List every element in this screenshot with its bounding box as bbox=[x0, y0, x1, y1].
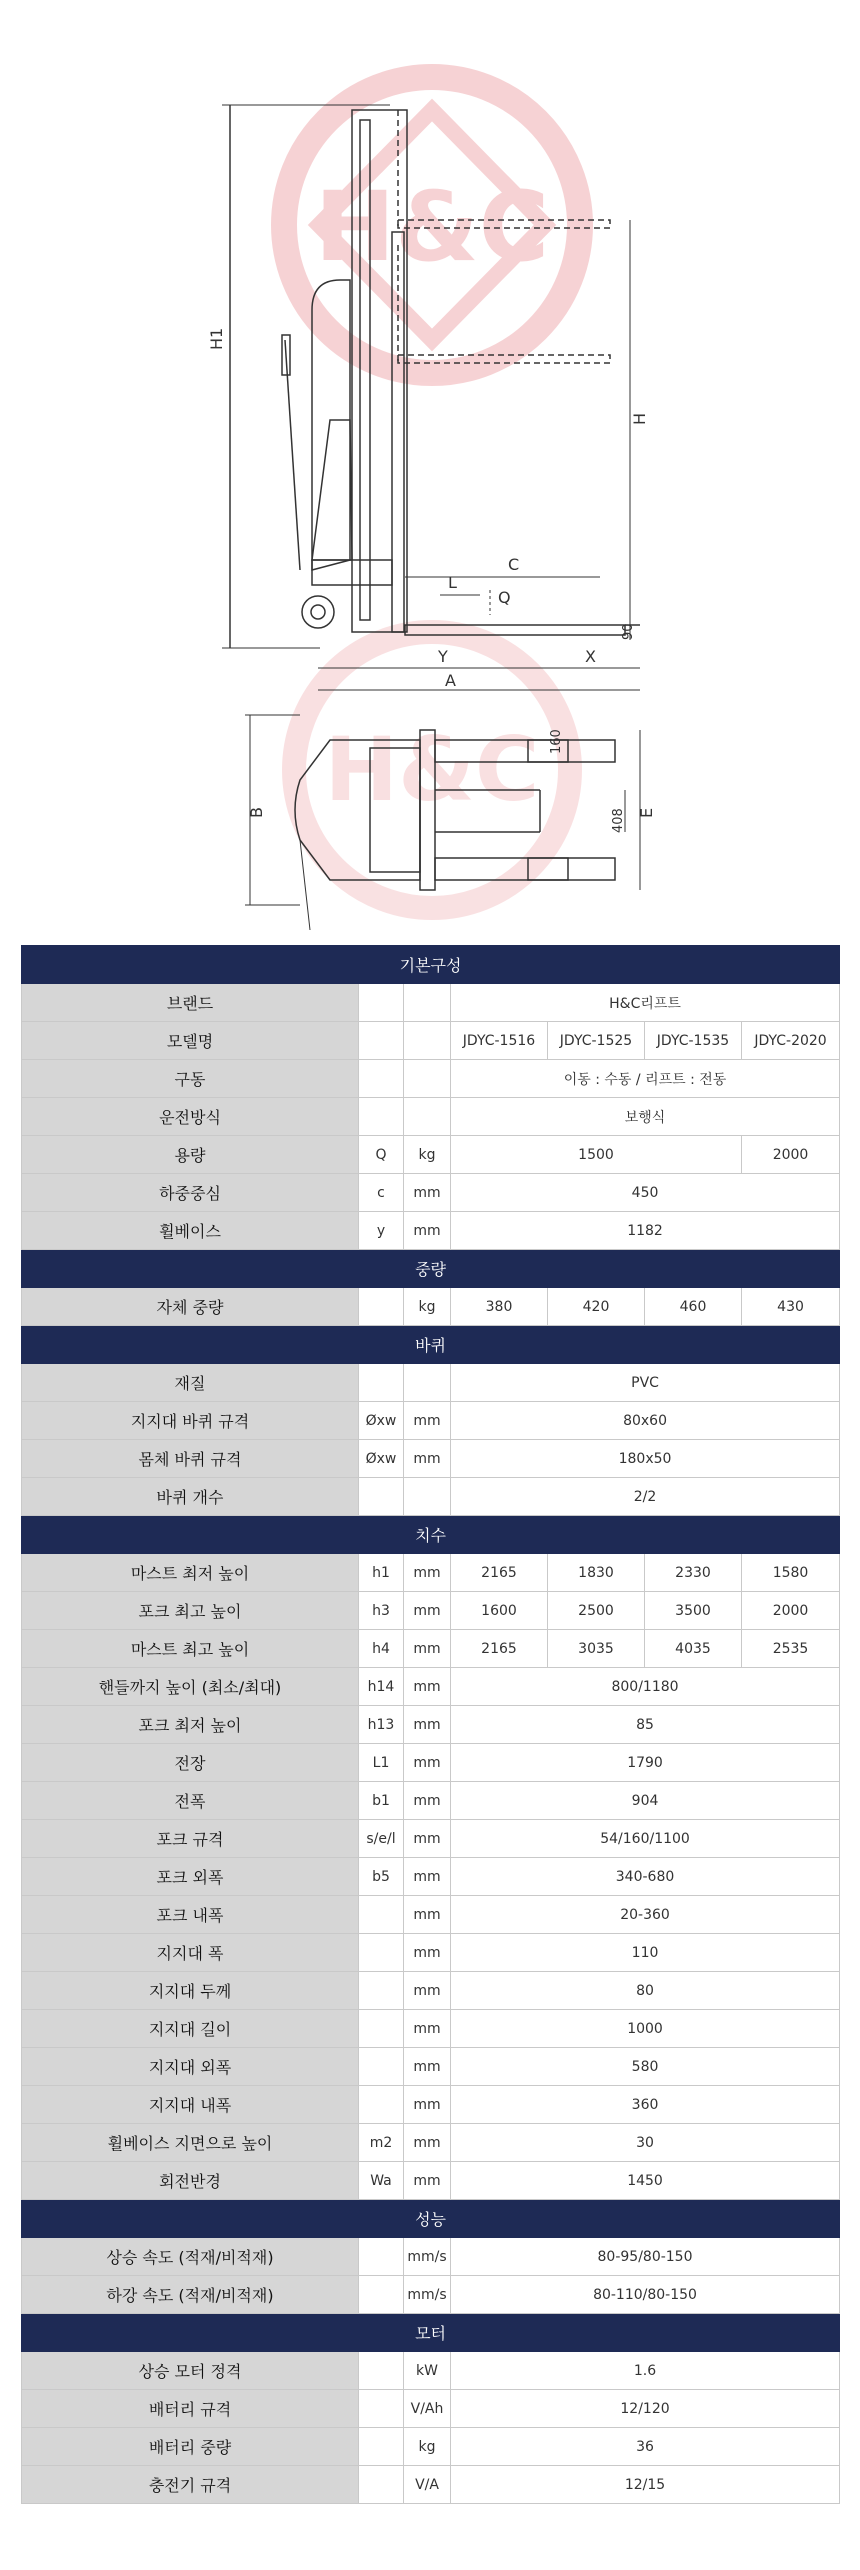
spec-value: 12/120 bbox=[451, 2390, 840, 2428]
spec-code: m2 bbox=[359, 2124, 404, 2162]
spec-value: 340-680 bbox=[451, 1858, 840, 1896]
spec-unit: mm bbox=[404, 1212, 451, 1250]
spec-value: 450 bbox=[451, 1174, 840, 1212]
spec-label: 전폭 bbox=[22, 1782, 359, 1820]
spec-row bbox=[22, 1592, 840, 1630]
spec-row bbox=[22, 1212, 840, 1250]
spec-code: b1 bbox=[359, 1782, 404, 1820]
spec-unit: mm bbox=[404, 1440, 451, 1478]
spec-value: 3035 bbox=[548, 1630, 645, 1668]
section-title: 중량 bbox=[22, 1250, 840, 1288]
section-title: 바퀴 bbox=[22, 1326, 840, 1364]
spec-code bbox=[359, 2466, 404, 2504]
spec-code: s/e/l bbox=[359, 1820, 404, 1858]
spec-code: L1 bbox=[359, 1744, 404, 1782]
section-title: 모터 bbox=[22, 2314, 840, 2352]
spec-value: 1790 bbox=[451, 1744, 840, 1782]
spec-label: 하중중심 bbox=[22, 1174, 359, 1212]
spec-value: 2000 bbox=[742, 1136, 840, 1174]
label-h: H bbox=[630, 412, 649, 425]
spec-row bbox=[22, 1820, 840, 1858]
spec-code bbox=[359, 1060, 404, 1098]
spec-value: 36 bbox=[451, 2428, 840, 2466]
spec-value: 1830 bbox=[548, 1554, 645, 1592]
spec-unit: mm bbox=[404, 1820, 451, 1858]
spec-unit: V/A bbox=[404, 2466, 451, 2504]
spec-code bbox=[359, 1478, 404, 1516]
spec-code bbox=[359, 1896, 404, 1934]
label-h1: H1 bbox=[207, 327, 226, 350]
spec-code: b5 bbox=[359, 1858, 404, 1896]
spec-code bbox=[359, 1022, 404, 1060]
spec-row bbox=[22, 1782, 840, 1820]
spec-row bbox=[22, 2048, 840, 2086]
spec-code bbox=[359, 2428, 404, 2466]
spec-code bbox=[359, 2010, 404, 2048]
spec-unit: V/Ah bbox=[404, 2390, 451, 2428]
spec-label: 모델명 bbox=[22, 1022, 359, 1060]
spec-label: 하강 속도 (적재/비적재) bbox=[22, 2276, 359, 2314]
spec-row bbox=[22, 1288, 840, 1326]
spec-label: 핸들까지 높이 (최소/최대) bbox=[22, 1668, 359, 1706]
spec-value: 20-360 bbox=[451, 1896, 840, 1934]
label-l: L bbox=[448, 573, 457, 592]
spec-code: Q bbox=[359, 1136, 404, 1174]
spec-label: 용량 bbox=[22, 1136, 359, 1174]
spec-value: 30 bbox=[451, 2124, 840, 2162]
section-title: 기본구성 bbox=[22, 946, 840, 984]
spec-value: 1.6 bbox=[451, 2352, 840, 2390]
spec-value: JDYC-2020 bbox=[742, 1022, 840, 1060]
spec-row bbox=[22, 2276, 840, 2314]
spec-label: 마스트 최고 높이 bbox=[22, 1630, 359, 1668]
spec-row bbox=[22, 984, 840, 1022]
spec-value: 360 bbox=[451, 2086, 840, 2124]
spec-unit: mm bbox=[404, 2162, 451, 2200]
spec-value: 2165 bbox=[451, 1630, 548, 1668]
spec-value: 1580 bbox=[742, 1554, 840, 1592]
spec-label: 재질 bbox=[22, 1364, 359, 1402]
spec-unit: mm bbox=[404, 1630, 451, 1668]
spec-row bbox=[22, 2428, 840, 2466]
spec-label: 지지대 내폭 bbox=[22, 2086, 359, 2124]
spec-code: y bbox=[359, 1212, 404, 1250]
watermark-text-bottom: H&C bbox=[324, 718, 540, 821]
spec-unit: mm bbox=[404, 1934, 451, 1972]
spec-unit: kg bbox=[404, 1288, 451, 1326]
spec-unit: kg bbox=[404, 2428, 451, 2466]
watermark-text-top: H&C bbox=[314, 171, 550, 283]
spec-code: h14 bbox=[359, 1668, 404, 1706]
spec-row bbox=[22, 1554, 840, 1592]
spec-code: Wa bbox=[359, 2162, 404, 2200]
spec-code: h1 bbox=[359, 1554, 404, 1592]
spec-code bbox=[359, 2048, 404, 2086]
spec-unit: mm bbox=[404, 1554, 451, 1592]
spec-value: 이동 : 수동 / 리프트 : 전동 bbox=[451, 1060, 840, 1098]
spec-row bbox=[22, 1706, 840, 1744]
spec-label: 충전기 규격 bbox=[22, 2466, 359, 2504]
spec-code: c bbox=[359, 1174, 404, 1212]
section-title: 치수 bbox=[22, 1516, 840, 1554]
spec-row bbox=[22, 1858, 840, 1896]
spec-label: 자체 중량 bbox=[22, 1288, 359, 1326]
spec-unit: mm bbox=[404, 1782, 451, 1820]
spec-label: 지지대 폭 bbox=[22, 1934, 359, 1972]
label-y: Y bbox=[438, 647, 448, 666]
spec-row bbox=[22, 1668, 840, 1706]
spec-value: 2165 bbox=[451, 1554, 548, 1592]
spec-unit: mm bbox=[404, 1744, 451, 1782]
label-a: A bbox=[445, 671, 456, 690]
spec-row bbox=[22, 1744, 840, 1782]
spec-label: 포크 규격 bbox=[22, 1820, 359, 1858]
spec-value: 2500 bbox=[548, 1592, 645, 1630]
spec-code bbox=[359, 2238, 404, 2276]
spec-value: 2000 bbox=[742, 1592, 840, 1630]
spec-unit: mm bbox=[404, 1972, 451, 2010]
spec-row bbox=[22, 2352, 840, 2390]
spec-value: 2330 bbox=[645, 1554, 742, 1592]
spec-table-body bbox=[22, 946, 840, 2504]
spec-value: 4035 bbox=[645, 1630, 742, 1668]
spec-value: JDYC-1535 bbox=[645, 1022, 742, 1060]
spec-label: 상승 속도 (적재/비적재) bbox=[22, 2238, 359, 2276]
label-c: C bbox=[508, 555, 520, 574]
spec-row bbox=[22, 2390, 840, 2428]
spec-value: H&C리프트 bbox=[451, 984, 840, 1022]
spec-label: 포크 최저 높이 bbox=[22, 1706, 359, 1744]
spec-code bbox=[359, 1288, 404, 1326]
spec-value: 1182 bbox=[451, 1212, 840, 1250]
label-b: B bbox=[247, 807, 266, 818]
spec-label: 마스트 최저 높이 bbox=[22, 1554, 359, 1592]
spec-label: 휠베이스 bbox=[22, 1212, 359, 1250]
spec-value: 54/160/1100 bbox=[451, 1820, 840, 1858]
section-header-row bbox=[22, 2314, 840, 2352]
spec-unit: mm bbox=[404, 1402, 451, 1440]
forklift-technical-drawing bbox=[0, 0, 860, 940]
section-title: 성능 bbox=[22, 2200, 840, 2238]
spec-label: 지지대 바퀴 규격 bbox=[22, 1402, 359, 1440]
spec-value: JDYC-1525 bbox=[548, 1022, 645, 1060]
spec-unit: mm bbox=[404, 2086, 451, 2124]
spec-label: 회전반경 bbox=[22, 2162, 359, 2200]
section-header-row bbox=[22, 946, 840, 984]
spec-code bbox=[359, 1934, 404, 1972]
spec-value: 80-95/80-150 bbox=[451, 2238, 840, 2276]
spec-value: 380 bbox=[451, 1288, 548, 1326]
spec-value: 2/2 bbox=[451, 1478, 840, 1516]
spec-code bbox=[359, 1098, 404, 1136]
label-q: Q bbox=[498, 588, 511, 607]
spec-unit: mm bbox=[404, 1668, 451, 1706]
spec-value: 110 bbox=[451, 1934, 840, 1972]
spec-value: 80x60 bbox=[451, 1402, 840, 1440]
spec-value: 1600 bbox=[451, 1592, 548, 1630]
spec-unit: mm bbox=[404, 1706, 451, 1744]
spec-unit: kg bbox=[404, 1136, 451, 1174]
spec-value: 430 bbox=[742, 1288, 840, 1326]
spec-unit: mm bbox=[404, 2048, 451, 2086]
spec-unit: mm bbox=[404, 2124, 451, 2162]
spec-row bbox=[22, 2466, 840, 2504]
spec-unit: mm bbox=[404, 2010, 451, 2048]
spec-row bbox=[22, 2010, 840, 2048]
spec-unit bbox=[404, 984, 451, 1022]
spec-value: 904 bbox=[451, 1782, 840, 1820]
spec-value: 보행식 bbox=[451, 1098, 840, 1136]
spec-label: 포크 최고 높이 bbox=[22, 1592, 359, 1630]
spec-label: 브랜드 bbox=[22, 984, 359, 1022]
spec-value: 85 bbox=[451, 1706, 840, 1744]
spec-unit: mm bbox=[404, 1592, 451, 1630]
spec-code: h13 bbox=[359, 1706, 404, 1744]
spec-value: 80-110/80-150 bbox=[451, 2276, 840, 2314]
spec-code bbox=[359, 984, 404, 1022]
spec-unit bbox=[404, 1364, 451, 1402]
spec-value: 1500 bbox=[451, 1136, 742, 1174]
spec-label: 포크 내폭 bbox=[22, 1896, 359, 1934]
section-header-row bbox=[22, 1250, 840, 1288]
spec-value: 180x50 bbox=[451, 1440, 840, 1478]
spec-table bbox=[21, 945, 840, 2504]
spec-label: 지지대 길이 bbox=[22, 2010, 359, 2048]
spec-value: 460 bbox=[645, 1288, 742, 1326]
watermark-logo-top bbox=[284, 77, 580, 373]
spec-row bbox=[22, 1022, 840, 1060]
spec-row bbox=[22, 1364, 840, 1402]
label-160: 160 bbox=[549, 729, 564, 754]
spec-value: PVC bbox=[451, 1364, 840, 1402]
spec-unit bbox=[404, 1098, 451, 1136]
spec-value: 2535 bbox=[742, 1630, 840, 1668]
section-header-row bbox=[22, 1516, 840, 1554]
spec-code bbox=[359, 1364, 404, 1402]
spec-label: 전장 bbox=[22, 1744, 359, 1782]
section-header-row bbox=[22, 1326, 840, 1364]
spec-row bbox=[22, 1972, 840, 2010]
spec-code bbox=[359, 2352, 404, 2390]
spec-value: JDYC-1516 bbox=[451, 1022, 548, 1060]
label-e: E bbox=[637, 807, 656, 818]
spec-row bbox=[22, 1896, 840, 1934]
spec-label: 운전방식 bbox=[22, 1098, 359, 1136]
spec-row bbox=[22, 1630, 840, 1668]
spec-value: 3500 bbox=[645, 1592, 742, 1630]
label-x: X bbox=[585, 647, 596, 666]
spec-row bbox=[22, 1934, 840, 1972]
spec-unit bbox=[404, 1478, 451, 1516]
spec-code bbox=[359, 1972, 404, 2010]
spec-unit: mm bbox=[404, 1858, 451, 1896]
spec-unit: mm/s bbox=[404, 2276, 451, 2314]
label-408: 408 bbox=[611, 808, 626, 833]
spec-code bbox=[359, 2276, 404, 2314]
spec-row bbox=[22, 1174, 840, 1212]
spec-code: Øxw bbox=[359, 1440, 404, 1478]
spec-value: 80 bbox=[451, 1972, 840, 2010]
spec-value: 1000 bbox=[451, 2010, 840, 2048]
spec-unit: kW bbox=[404, 2352, 451, 2390]
spec-row bbox=[22, 1402, 840, 1440]
spec-label: 배터리 규격 bbox=[22, 2390, 359, 2428]
spec-value: 800/1180 bbox=[451, 1668, 840, 1706]
section-header-row bbox=[22, 2200, 840, 2238]
spec-code bbox=[359, 2390, 404, 2428]
spec-value: 1450 bbox=[451, 2162, 840, 2200]
spec-row bbox=[22, 2124, 840, 2162]
spec-unit bbox=[404, 1060, 451, 1098]
spec-row bbox=[22, 1098, 840, 1136]
spec-label: 포크 외폭 bbox=[22, 1858, 359, 1896]
spec-row bbox=[22, 1478, 840, 1516]
spec-unit: mm bbox=[404, 1896, 451, 1934]
spec-row bbox=[22, 1136, 840, 1174]
spec-code bbox=[359, 2086, 404, 2124]
spec-unit bbox=[404, 1022, 451, 1060]
spec-label: 몸체 바퀴 규격 bbox=[22, 1440, 359, 1478]
spec-label: 지지대 외폭 bbox=[22, 2048, 359, 2086]
label-90: 90 bbox=[621, 623, 636, 640]
spec-label: 구동 bbox=[22, 1060, 359, 1098]
spec-value: 420 bbox=[548, 1288, 645, 1326]
spec-code: h4 bbox=[359, 1630, 404, 1668]
spec-value: 580 bbox=[451, 2048, 840, 2086]
spec-label: 배터리 중량 bbox=[22, 2428, 359, 2466]
spec-value: 12/15 bbox=[451, 2466, 840, 2504]
spec-unit: mm/s bbox=[404, 2238, 451, 2276]
spec-code: h3 bbox=[359, 1592, 404, 1630]
spec-label: 상승 모터 정격 bbox=[22, 2352, 359, 2390]
spec-label: 바퀴 개수 bbox=[22, 1478, 359, 1516]
spec-row bbox=[22, 1440, 840, 1478]
spec-code: Øxw bbox=[359, 1402, 404, 1440]
spec-row bbox=[22, 2162, 840, 2200]
spec-row bbox=[22, 2238, 840, 2276]
spec-label: 지지대 두께 bbox=[22, 1972, 359, 2010]
spec-unit: mm bbox=[404, 1174, 451, 1212]
spec-row bbox=[22, 2086, 840, 2124]
spec-row bbox=[22, 1060, 840, 1098]
spec-label: 휠베이스 지면으로 높이 bbox=[22, 2124, 359, 2162]
